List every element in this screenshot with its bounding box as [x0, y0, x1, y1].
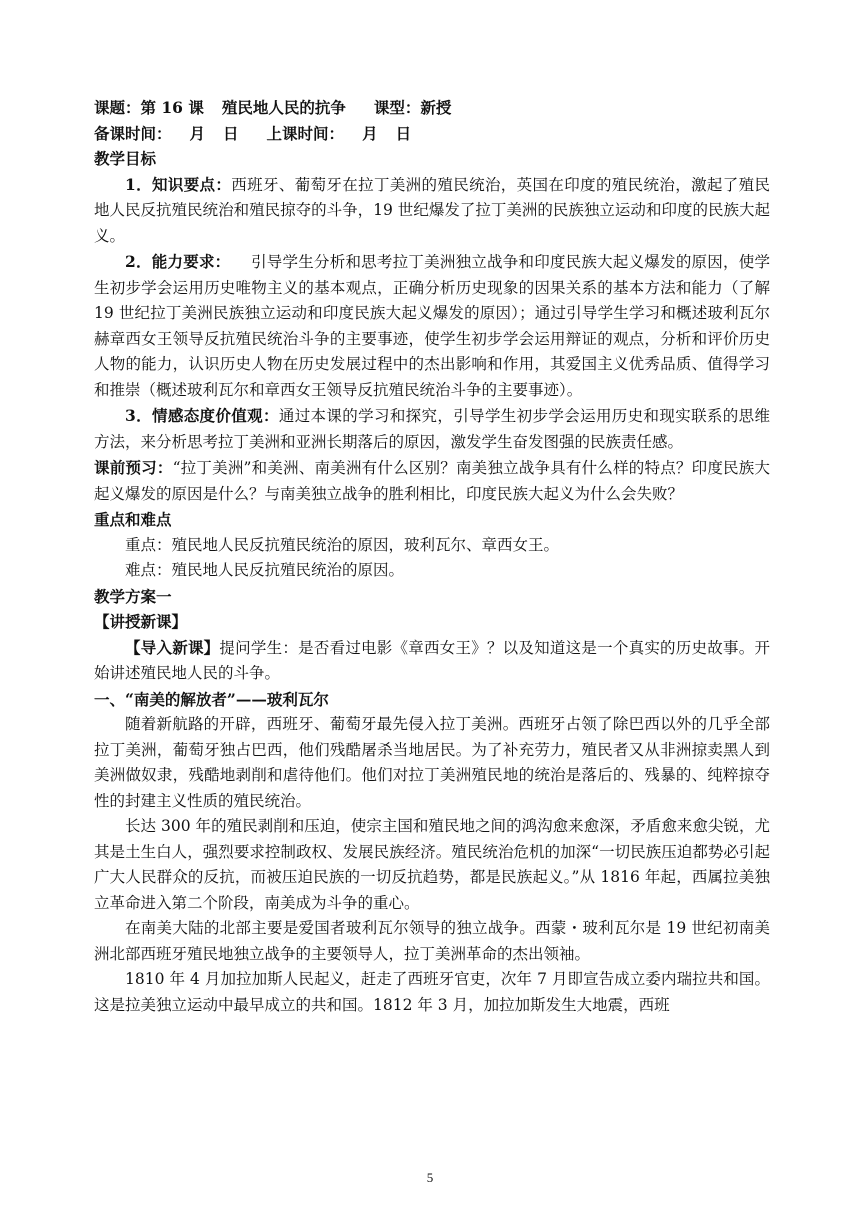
objective-ability: [94, 249, 770, 403]
prep-time-label: 备课时间：: [94, 123, 172, 143]
body-paragraph-4: 1810 年 4 月加拉加斯人民起义，赶走了西班牙官吏，次年 7 月即宣告成立委内瑞拉共和国。这是拉美独立运动中最早成立的共和国。1812 年 3 月，加拉加斯发生大地震，西班: [94, 970, 770, 1014]
knowledge-text: 西班牙、葡萄牙在拉丁美洲的殖民统治，英国在印度的殖民统治，激起了殖民地人民反抗殖民统治和殖民掠夺的斗争，19 世纪爆发了拉丁美洲的民族独立运动和印度的民族大起义。: [94, 175, 770, 245]
preview-text: “拉丁美洲”和美洲、南美洲有什么区别？南美独立战争具有什么样的特点？印度民族大起义爆发的原因是什么？与南美独立战争的胜利相比，印度民族大起义为什么会失败？: [94, 459, 770, 503]
prep-month: 月: [189, 123, 206, 143]
intro-text: 提问学生：是否看过电影《章西女王》？以及知道这是一个真实的历史故事。开始讲述殖民地人民的斗争。: [94, 638, 770, 682]
lesson-title: 殖民地人民的抗争: [221, 98, 346, 117]
prep-day: 日: [223, 123, 239, 143]
body-paragraph-3: 在南美大陆的北部主要是爱国者玻利瓦尔领导的独立战争。西蒙・玻利瓦尔是 19 世纪初南美洲北部西班牙殖民地独立战争的主要领导人，拉丁美洲革命的杰出领袖。: [94, 919, 770, 963]
intro-paragraph: [94, 635, 770, 687]
page-number: 5: [426, 1170, 434, 1185]
body-paragraph-2: 长达 300 年的殖民剥削和压迫，使宗主国和殖民地之间的鸿沟愈来愈深，矛盾愈来愈尖锐，尤其是土生白人，强烈要求控制政权、发展民族经济。殖民统治危机的加深“一切民族压迫都势必引起广大人民群众的反抗，而被压迫民族的一切反抗趋势，都是民族起义。”从 1816 年起，西属拉美独立革命进入第二个阶段，南美成为斗争的重心。: [94, 817, 770, 912]
schedule-line: [94, 121, 770, 147]
objectives-heading: 教学目标: [94, 149, 157, 168]
lesson-label: 课题：第 16 课: [94, 98, 204, 117]
objective-emotion: [94, 403, 770, 455]
class-time-label: 上课时间：: [266, 123, 345, 143]
keypoints-heading: 重点和难点: [94, 510, 172, 529]
lesson-type: 课型：新授: [373, 98, 452, 117]
lecture-section-label: 【讲授新课】: [94, 612, 188, 631]
emotion-text: 通过本课的学习和探究，引导学生初步学会运用历史和现实联系的思维方法，来分析思考拉丁美洲和亚洲长期落后的原因，激发学生奋发图强的民族责任感。: [94, 407, 770, 451]
ability-text: 引导学生分析和思考拉丁美洲独立战争和印度民族大起义爆发的原因，使学生初步学会运用历史唯物主义的基本观点，正确分析历史现象的因果关系的基本方法和能力（了解 19 世纪拉丁美洲民族独立运动和印度民族大起义爆发的原因）；通过引导学生学习和概述玻利瓦尔赫章西女王领导反抗殖民统治斗争的主要事迹，使学生初步学会运用辩证的观点，分析和评价历史人物的能力，认识历史人物在历史发展过程中的杰出影响和作用，其爱国主义优秀品质、值得学习和推崇（概述玻利瓦尔和章西女王领导反抗殖民统治斗争的主要事迹）。: [94, 253, 770, 399]
lesson-header: [94, 95, 770, 121]
ability-label: 2．能力要求：: [125, 252, 231, 271]
intro-label: 【导入新课】: [125, 637, 220, 657]
class-month: 月: [362, 123, 378, 143]
class-day: 日: [395, 123, 412, 143]
knowledge-label: 1．知识要点：: [125, 174, 232, 194]
plan-title: 教学方案一: [94, 586, 172, 606]
part1-heading: 一、“南美的解放者”——玻利瓦尔: [94, 689, 329, 709]
key-point: 重点：殖民地人民反抗殖民统治的原因，玻利瓦尔、章西女王。: [125, 535, 560, 554]
preview-label: 课前预习：: [94, 458, 173, 477]
emotion-label: 3．情感态度价值观：: [125, 406, 279, 425]
body-paragraph-1: 随着新航路的开辟，西班牙、葡萄牙最先侵入拉丁美洲。西班牙占领了除巴西以外的几乎全部拉丁美洲，葡萄牙独占巴西，他们残酷屠杀当地居民。为了补充劳力，殖民者又从非洲掠卖黑人到美洲做奴隶，残酷地剥削和虐待他们。他们对拉丁美洲殖民地的统治是落后的、残暴的、纯粹掠夺性的封建主义性质的殖民统治。: [94, 715, 770, 810]
preview-section: [94, 455, 770, 507]
document-body: [94, 95, 770, 1018]
objective-knowledge: [94, 172, 770, 250]
difficult-point: 难点：殖民地人民反抗殖民统治的原因。: [125, 561, 405, 579]
